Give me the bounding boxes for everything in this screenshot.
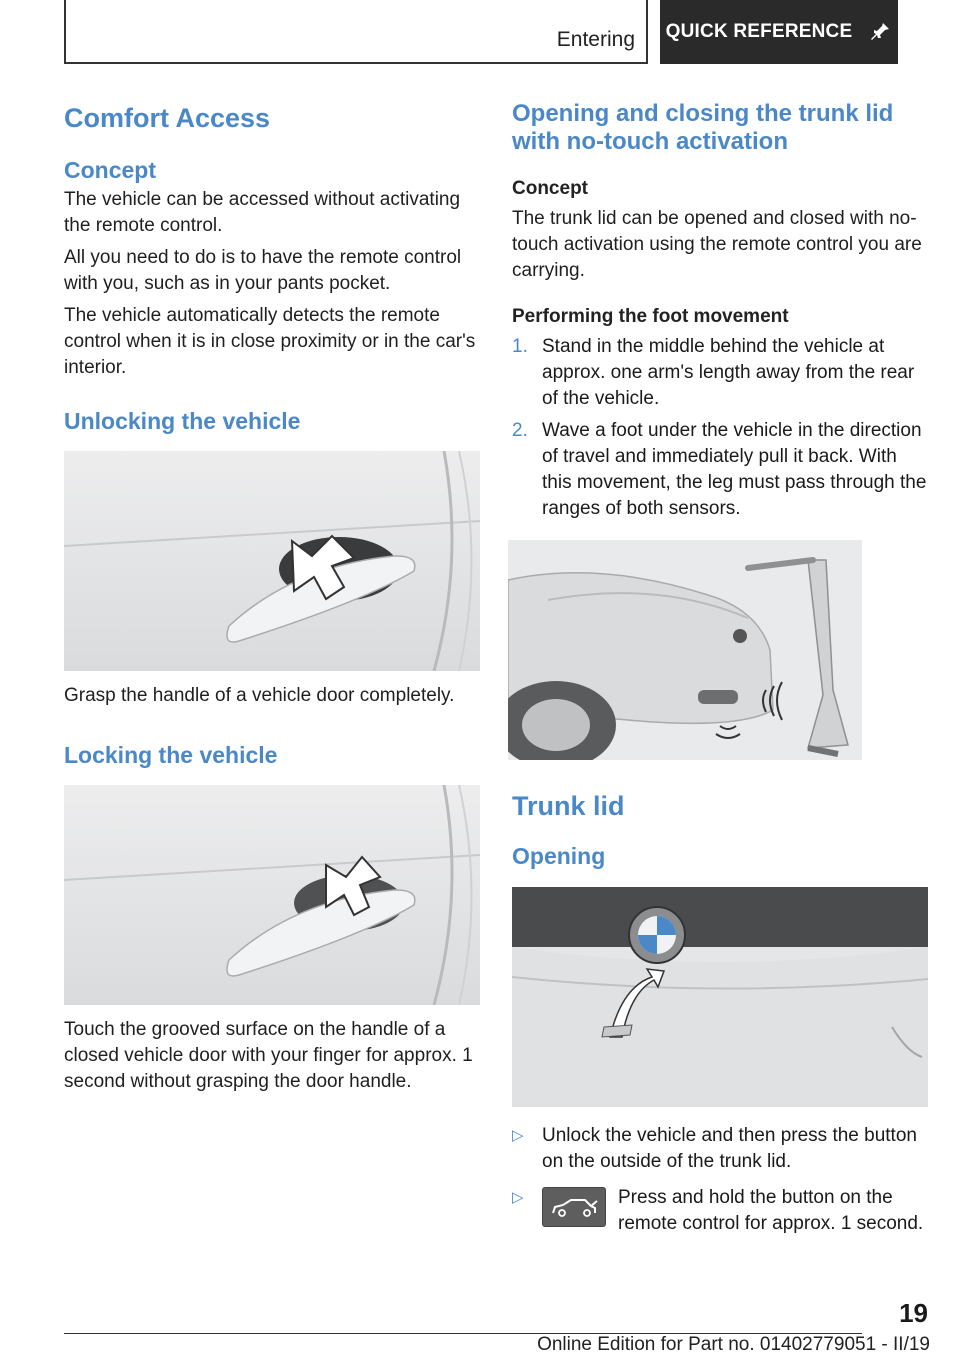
list-item: ▷ Press and hold the button on the remote control for approx. 1 second. bbox=[512, 1187, 924, 1234]
concept-paragraph-2: All you need to do is to have the remote control with you, such as in your pants pocket. bbox=[64, 247, 462, 294]
opening-heading: Opening bbox=[512, 843, 606, 869]
list-item: 2. Wave a foot under the vehicle in the direction of travel and immediately pull it back. With this movement, the leg must pass through the ranges of both sensors. bbox=[512, 420, 927, 519]
foot-movement-illustration bbox=[508, 540, 862, 760]
unlocking-caption: Grasp the handle of a vehicle door completely. bbox=[64, 685, 455, 706]
unlocking-illustration bbox=[64, 451, 480, 671]
foot-movement-heading: Performing the foot movement bbox=[512, 306, 789, 327]
trunk-lid-heading: Trunk lid bbox=[512, 791, 625, 821]
trunk-opening-illustration bbox=[512, 887, 928, 1107]
list-item: 1. Stand in the middle behind the vehicle at approx. one arm's length away from the rear of the vehicle. bbox=[512, 336, 915, 409]
concept-paragraph-1: The vehicle can be accessed without activating the remote control. bbox=[64, 189, 461, 236]
concept-paragraph-3: The vehicle automatically detects the remote control when it is in close proximity or in the car's interior. bbox=[64, 305, 476, 378]
trunk-button-icon bbox=[542, 1187, 606, 1227]
unlocking-heading: Unlocking the vehicle bbox=[64, 408, 301, 434]
no-touch-concept-heading: Concept bbox=[512, 178, 588, 199]
right-column bbox=[512, 100, 928, 1237]
locking-illustration bbox=[64, 785, 480, 1005]
bullet-triangle-icon: ▷ bbox=[512, 1189, 524, 1206]
key-fob-icon bbox=[868, 20, 892, 44]
trunk-opening-list bbox=[512, 1123, 928, 1237]
no-touch-title: Opening and closing the trunk lid with no-touch activation bbox=[512, 100, 894, 155]
quick-reference-tab[interactable] bbox=[660, 0, 898, 64]
no-touch-concept-text: The trunk lid can be opened and closed with no-touch activation using the remote control you are carrying. bbox=[512, 208, 922, 281]
foot-movement-steps bbox=[512, 334, 928, 522]
header-section-title: Entering bbox=[556, 28, 635, 51]
left-column bbox=[64, 100, 480, 1095]
quick-reference-label: QUICK REFERENCE bbox=[665, 21, 853, 42]
edition-footer: Online Edition for Part no. 01402779051 - II/19 bbox=[537, 1334, 930, 1355]
concept-heading: Concept bbox=[64, 157, 156, 183]
list-item: ▷ Unlock the vehicle and then press the button on the outside of the trunk lid. bbox=[512, 1125, 917, 1172]
page-number: 19 bbox=[899, 1298, 928, 1328]
bullet-triangle-icon: ▷ bbox=[512, 1127, 524, 1144]
comfort-access-title: Comfort Access bbox=[64, 103, 271, 133]
locking-heading: Locking the vehicle bbox=[64, 742, 278, 768]
locking-caption: Touch the grooved surface on the handle of a closed vehicle door with your finger for approx. 1 second without grasping the door handle. bbox=[64, 1019, 473, 1092]
